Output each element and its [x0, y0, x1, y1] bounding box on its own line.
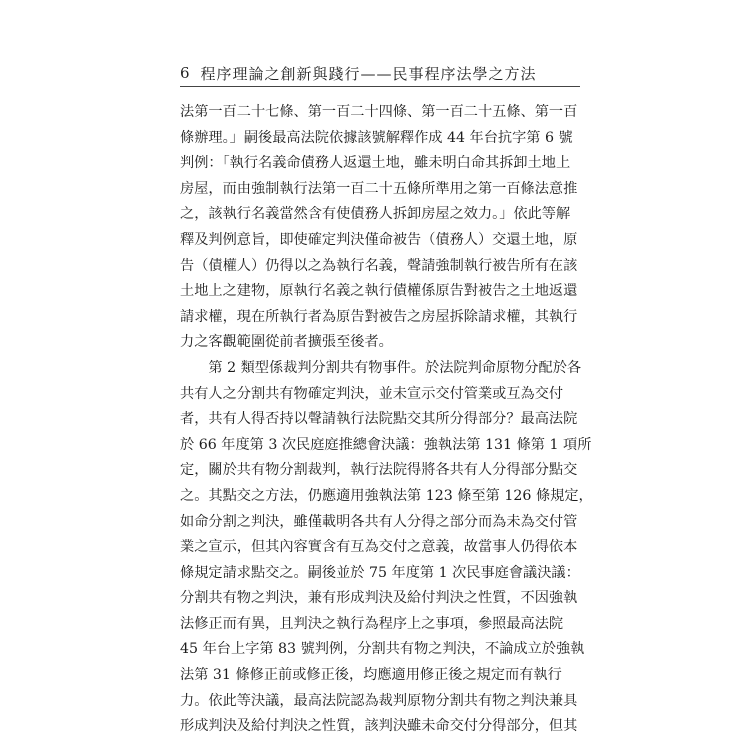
- running-header-title: 程序理論之創新與踐行——民事程序法學之方法: [200, 64, 537, 83]
- text-line: 法第一百二十七條、第一百二十四條、第一百二十五條、第一百: [180, 104, 578, 120]
- text-line: 釋及判例意旨，即使確定判決僅命被告（債務人）交還土地，原: [180, 231, 578, 248]
- text-line: 業之宣示，但其內容實含有互為交付之意義，故當事人仍得依本: [180, 539, 578, 556]
- text-line: 之。其點交之方法，仍應適用強執法第 123 條至第 126 條規定，: [180, 487, 593, 504]
- text-line: 判例：「執行名義命債務人返還土地，雖未明白命其拆卸土地上: [180, 155, 571, 172]
- running-header: [180, 62, 580, 84]
- text-line: 分割共有物之判決，兼有形成判決及給付判決之性質，不因強執: [180, 590, 578, 607]
- text-line: 共有人之分割共有物確定判決，並未宣示交付管業或互為交付: [180, 385, 564, 402]
- header-rule: [180, 86, 580, 87]
- text-line: 條規定請求點交之。嗣後並於 75 年度第 1 次民事庭會議決議：: [180, 564, 580, 581]
- page-number: 6: [180, 64, 191, 82]
- text-line: 法修正而有異，且判決之執行為程序上之事項，參照最高法院: [180, 615, 564, 632]
- text-line: 法第 31 條修正前或修正後，均應適用修正後之規定而有執行: [180, 667, 562, 684]
- text-line: 請求權，現在所執行者為原告對被告之房屋拆除請求權，其執行: [180, 308, 578, 325]
- text-line: 之，該執行名義當然含有使債務人拆卸房屋之效力。」依此等解: [180, 206, 571, 223]
- body-text: [180, 100, 593, 740]
- text-line: 於 66 年度第 3 次民庭庭推總會決議：強執法第 131 條第 1 項所: [180, 436, 592, 453]
- text-line: 第 2 類型係裁判分割共有物事件。於法院判命原物分配於各: [180, 359, 582, 376]
- text-line: 力之客觀範圍從前者擴張至後者。: [180, 334, 393, 351]
- text-line: 定，關於共有物分割裁判，執行法院得將各共有人分得部分點交: [180, 462, 578, 479]
- text-line: 如命分割之判決，雖僅載明各共有人分得之部分而為未為交付管: [180, 513, 578, 530]
- text-line: 力。依此等決議，最高法院認為裁判原物分割共有物之判決兼具: [180, 692, 578, 709]
- text-line: 形成判決及給付判決之性質，該判決雖未命交付分得部分，但其: [180, 718, 578, 735]
- text-line: 45 年台上字第 83 號判例，分割共有物之判決，不論成立於強執: [180, 641, 585, 658]
- text-line: 者，共有人得否持以聲請執行法院點交其所分得部分？最高法院: [180, 411, 578, 428]
- text-line: 房屋，而由強制執行法第一百二十五條所準用之第一百條法意推: [180, 180, 578, 197]
- text-line: 告（債權人）仍得以之為執行名義，聲請強制執行被告所有在該: [180, 257, 578, 274]
- text-line: 條辦理。」嗣後最高法院依據該號解釋作成 44 年台抗字第 6 號: [180, 129, 573, 146]
- text-line: 土地上之建物，原執行名義之執行債權係原告對被告之土地返還: [180, 283, 578, 300]
